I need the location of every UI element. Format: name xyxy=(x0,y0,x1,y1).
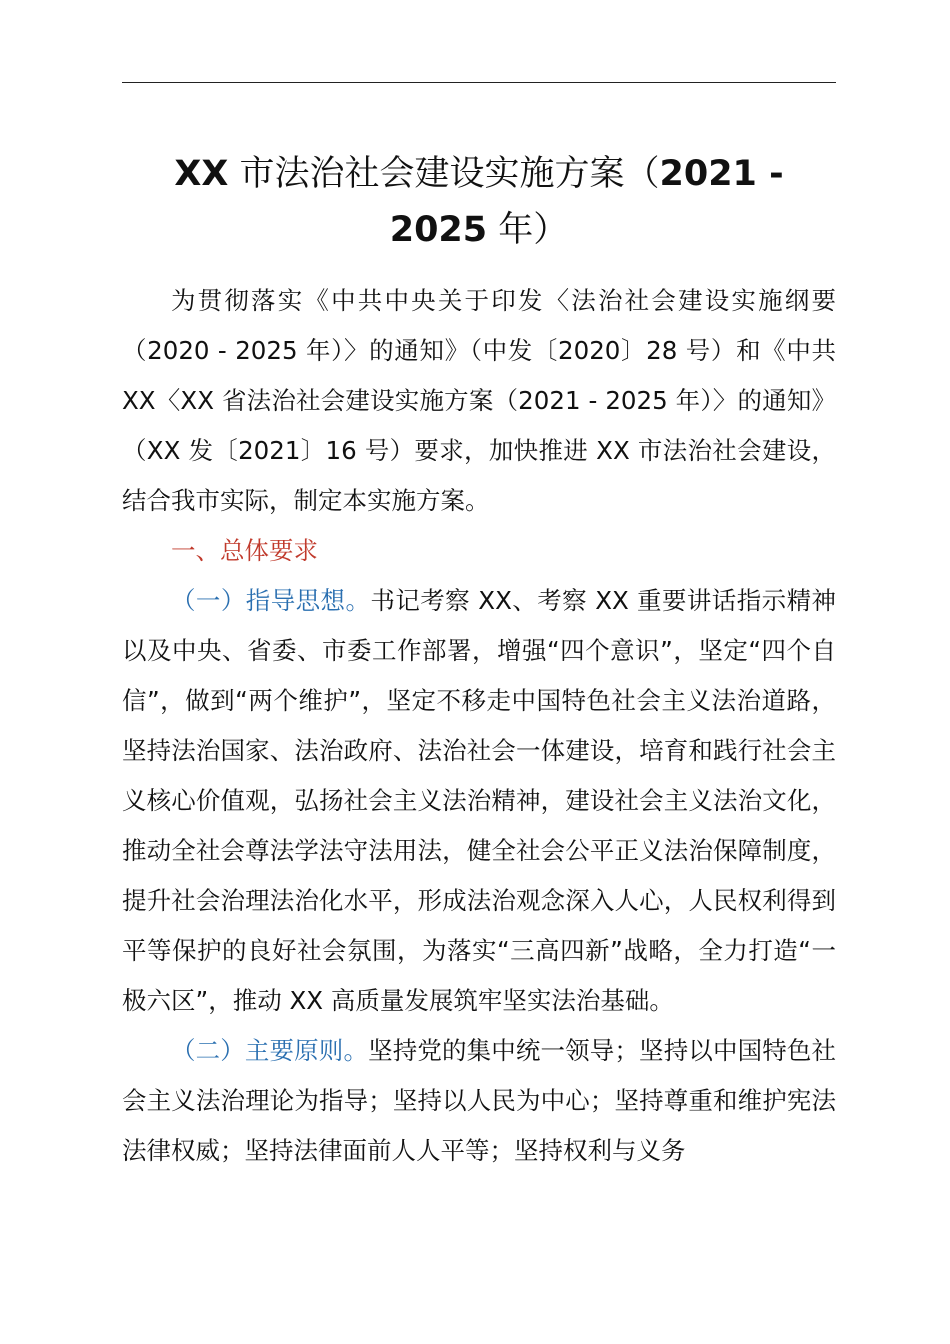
document-body xyxy=(122,276,836,1176)
subsection-heading-2: （二）主要原则。 xyxy=(171,1036,369,1065)
subsection-heading-1: （一）指导思想。 xyxy=(171,586,371,615)
document-title xyxy=(122,146,836,258)
guiding-ideology-paragraph xyxy=(122,576,836,1026)
guiding-ideology-text: 书记考察 XX、考察 XX 重要讲话指示精神以及中央、省委、市委工作部署，增强“四个意识”，坚定“四个自信”，做到“两个维护”，坚定不移走中国特色社会主义法治道路，坚持法治国家、法治政府、法治社会一体建设，培育和践行社会主义核心价值观，弘扬社会主义法治精神，建设社会主义法治文化，推动全社会尊法学法守法用法，健全社会公平正义法治保障制度，提升社会治理法治化水平，形成法治观念深入人心，人民权利得到平等保护的良好社会氛围，为落实“三高四新”战略，全力打造“一极六区”，推动 XX 高质量发展筑牢坚实法治基础。 xyxy=(122,586,837,1015)
main-principles-paragraph xyxy=(122,1026,836,1176)
title-suffix: 年） xyxy=(487,210,569,250)
section-heading-text: 一、总体要求 xyxy=(171,536,318,565)
intro-paragraph: 为贯彻落实《中共中央关于印发〈法治社会建设实施纲要（2020 - 2025 年）〉的通知》（中发〔2020〕28 号）和《中共 XX〈XX 省法治社会建设实施方案（2021 - 2025 年）〉的通知》（XX 发〔2021〕16 号）要求，加快推进 XX 市法治社会建设，结合我市实际，制定本实施方案。 xyxy=(122,286,836,515)
title-years: 2021 - 2025 xyxy=(389,154,784,250)
title-prefix: XX xyxy=(174,154,229,194)
title-main: 市法治社会建设实施方案（ xyxy=(228,154,660,194)
section-heading xyxy=(122,526,836,576)
main-principles-text: 坚持党的集中统一领导；坚持以中国特色社会主义法治理论为指导；坚持以人民为中心；坚持尊重和维护宪法法律权威；坚持法律面前人人平等；坚持权利与义务 xyxy=(122,1036,836,1165)
header-rule xyxy=(122,82,836,83)
